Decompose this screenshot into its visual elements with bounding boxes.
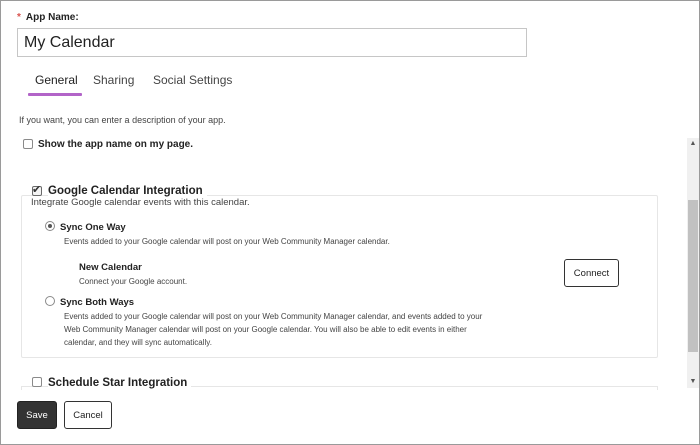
google-integration-subtitle: Integrate Google calendar events with this calendar. — [31, 197, 250, 208]
google-integration-checkbox[interactable] — [32, 186, 42, 196]
dialog-footer — [1, 390, 699, 444]
schedule-star-title: Schedule Star Integration — [48, 377, 191, 389]
sync-both-ways-title: Sync Both Ways — [60, 297, 135, 308]
active-tab-indicator — [28, 93, 82, 96]
cancel-button[interactable]: Cancel — [64, 401, 112, 429]
new-calendar-description: Connect your Google account. — [79, 277, 188, 286]
required-marker: * — [17, 12, 21, 23]
tab-sharing[interactable]: Sharing — [93, 73, 135, 87]
sync-one-way-description: Events added to your Google calendar will post on your Web Community Manager calendar. — [64, 237, 390, 246]
sync-both-ways-description-line-1: Events added to your Google calendar will post on your Web Community Manager calendar, and events added to your — [64, 312, 483, 321]
schedule-star-checkbox[interactable] — [32, 377, 42, 387]
scroll-down-arrow-icon[interactable]: ▼ — [689, 378, 697, 385]
settings-scroll-area — [1, 1, 687, 390]
tab-social-settings[interactable]: Social Settings — [153, 73, 233, 87]
vertical-scrollbar[interactable] — [687, 138, 699, 388]
check-icon: ✔ — [32, 184, 42, 196]
google-integration-title: Google Calendar Integration — [48, 185, 207, 197]
sync-both-ways-description-line-2: Web Community Manager calendar will post on your Google calendar. You will also be able to edit events in either — [64, 325, 467, 334]
app-name-label — [17, 12, 79, 23]
tab-general[interactable]: General — [35, 73, 78, 87]
connect-button[interactable]: Connect — [564, 259, 619, 287]
scroll-up-arrow-icon[interactable]: ▲ — [689, 140, 697, 147]
show-app-name-checkbox[interactable] — [23, 139, 33, 149]
app-name-label-text: App Name: — [25, 12, 79, 23]
sync-one-way-title: Sync One Way — [60, 222, 126, 233]
description-note: If you want, you can enter a description of your app. — [19, 115, 226, 125]
save-button[interactable]: Save — [17, 401, 57, 429]
scrollbar-thumb[interactable] — [688, 200, 698, 352]
new-calendar-title: New Calendar — [79, 262, 142, 273]
app-name-input[interactable] — [17, 28, 527, 57]
sync-one-way-radio[interactable] — [45, 221, 55, 231]
sync-both-ways-radio[interactable] — [45, 296, 55, 306]
sync-both-ways-description-line-3: calendar, and they will sync automatically. — [64, 338, 212, 347]
show-app-name-label: Show the app name on my page. — [38, 139, 194, 150]
